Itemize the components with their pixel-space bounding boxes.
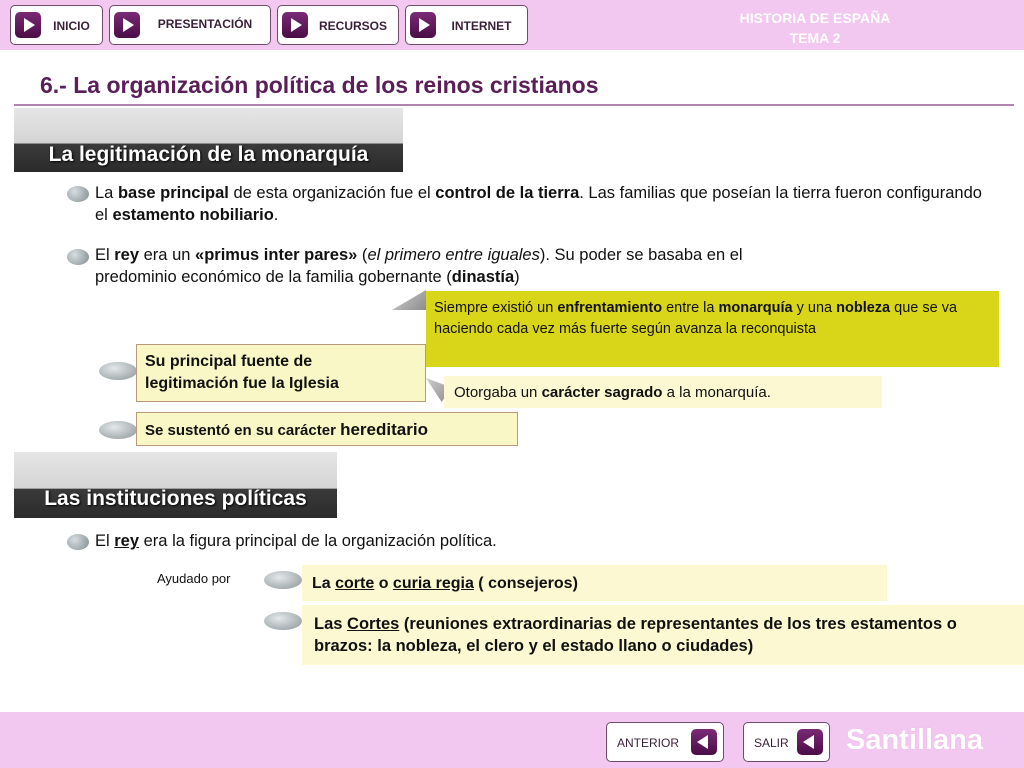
iglesia-text: Su principal fuente de legitimación fue la Iglesia <box>145 353 339 392</box>
bullet-icon <box>67 186 89 202</box>
back-arrow-icon <box>797 729 823 755</box>
inicio-button[interactable] <box>10 5 103 45</box>
bullet-pill-icon <box>264 571 302 589</box>
ayudado-label: Ayudado por <box>157 571 231 586</box>
recursos-label: RECURSOS <box>318 19 387 33</box>
anterior-label: ANTERIOR <box>617 736 680 750</box>
bullet-rey-figura: El rey era la figura principal de la organización política. <box>95 532 497 550</box>
section-header-instituciones <box>14 452 337 518</box>
bullet-icon <box>67 249 89 265</box>
presentacion-label: PRESENTACIÓN <box>157 17 253 31</box>
back-arrow-icon <box>691 729 717 755</box>
internet-label: INTERNET <box>451 19 512 33</box>
bullet-pill-icon <box>99 421 137 439</box>
recursos-button[interactable] <box>277 5 399 45</box>
bullet-base-principal: La base principal de esta organización fue el control de la tierra. Las familias que poseían la tierra fueron configurando el estamento nobiliario. <box>95 184 982 224</box>
callout-enfrentamiento: Siempre existió un enfrentamiento entre la monarquía y una nobleza que se va haciendo cada vez más fuerte según avanza la reconquista <box>426 291 999 367</box>
bullet-pill-icon <box>264 612 302 630</box>
anterior-button[interactable] <box>606 722 724 762</box>
play-icon <box>282 12 308 38</box>
section-header-legitimacion <box>14 108 403 172</box>
box-hereditario: Se sustentó en su carácter hereditario <box>136 412 518 446</box>
santillana-logo: Santillana <box>846 724 983 756</box>
box-corte-curia: La corte o curia regia ( consejeros) <box>302 565 887 601</box>
course-name: HISTORIA DE ESPAÑA <box>739 10 891 26</box>
bullet-icon <box>67 534 89 550</box>
title-divider <box>14 104 1014 106</box>
bullet-primus-inter-pares: El rey era un «primus inter pares» (el primero entre iguales). Su poder se basaba en el predominio económico de la familia gobernante (dinastía) <box>95 246 743 286</box>
box-cortes: Las Cortes (reuniones extraordinarias de representantes de los tres estamentos o brazos: la nobleza, el clero y el estado llano o ciudades) <box>302 605 1024 665</box>
box-legitimacion-iglesia <box>136 344 426 402</box>
bullet-pill-icon <box>99 362 137 380</box>
course-title <box>700 8 930 48</box>
inicio-label: INICIO <box>53 19 90 33</box>
play-icon <box>114 12 140 38</box>
section-header-label: La legitimación de la monarquía <box>48 143 369 166</box>
box-caracter-sagrado: Otorgaba un carácter sagrado a la monarquía. <box>444 376 882 408</box>
callout-pointer-icon <box>392 290 426 310</box>
internet-button[interactable] <box>405 5 528 45</box>
presentacion-button[interactable] <box>109 5 271 45</box>
section-header-label: Las instituciones políticas <box>44 487 307 510</box>
play-icon <box>15 12 41 38</box>
salir-label: SALIR <box>754 736 789 750</box>
salir-button[interactable] <box>743 722 830 762</box>
course-unit: TEMA 2 <box>789 30 841 46</box>
page-title: 6.- La organización política de los reinos cristianos <box>40 72 599 98</box>
play-icon <box>410 12 436 38</box>
